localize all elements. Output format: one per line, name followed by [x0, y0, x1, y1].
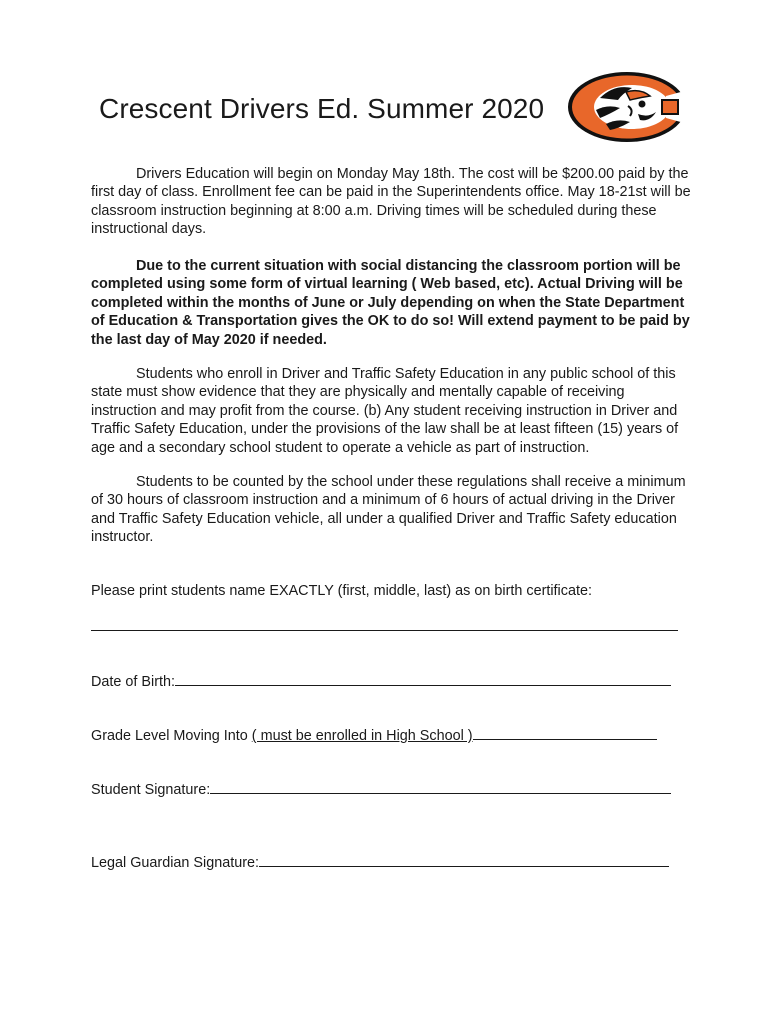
dob-row: [91, 671, 671, 691]
guardian-signature-field[interactable]: [259, 852, 669, 867]
grade-row: [91, 725, 657, 745]
student-name-field[interactable]: [91, 616, 678, 636]
grade-note: ( must be enrolled in High School ): [251, 728, 473, 744]
guardian-signature-label: Legal Guardian Signature:: [91, 855, 260, 871]
intro-paragraph: Drivers Education will begin on Monday May 18th. The cost will be $200.00 paid by the first day of class. Enrollment fee can be paid in the Superintendents office. May 18-21st will be classroom instruction beginning at 8:00 a.m. Driving times will be scheduled during these instructional days.: [91, 166, 691, 238]
grade-label: Grade Level Moving Into: [91, 728, 252, 744]
notice-paragraph: Due to the current situation with social distancing the classroom portion will be completed using some form of virtual learning ( Web based, etc). Actual Driving will be completed within the months of June or July depending on when the State Department of Education & Transportation gives the OK to do so! Will extend payment to be paid by the last day of May 2020 if needed.: [91, 258, 690, 348]
dob-field[interactable]: [175, 671, 671, 686]
grade-field[interactable]: [473, 725, 657, 740]
guardian-signature-row: [91, 852, 669, 872]
name-prompt: Please print students name EXACTLY (first, middle, last) as on birth certificate:: [91, 583, 592, 599]
dob-label: Date of Birth:: [91, 674, 175, 690]
crescent-tiger-logo: [566, 70, 688, 144]
hours-paragraph: Students to be counted by the school under these regulations shall receive a minimum of 30 hours of classroom instruction and a minimum of 6 hours of actual driving in the Driver and Traffic Safety Education vehicle, all under a qualified Driver and Traffic Safety education instructor.: [91, 474, 686, 546]
page-title: Crescent Drivers Ed. Summer 2020: [99, 93, 545, 124]
student-signature-field[interactable]: [210, 779, 671, 794]
eligibility-paragraph: Students who enroll in Driver and Traffic Safety Education in any public school of this state must show evidence that they are physically and mentally capable of receiving instruction and may profit from the course. (b) Any student receiving instruction in Driver and Traffic Safety Education, under the provisions of the law shall be at least fifteen (15) years of age and a secondary school student to operate a vehicle as part of instruction.: [91, 366, 679, 456]
student-signature-label: Student Signature:: [91, 782, 211, 798]
student-signature-row: [91, 779, 671, 799]
